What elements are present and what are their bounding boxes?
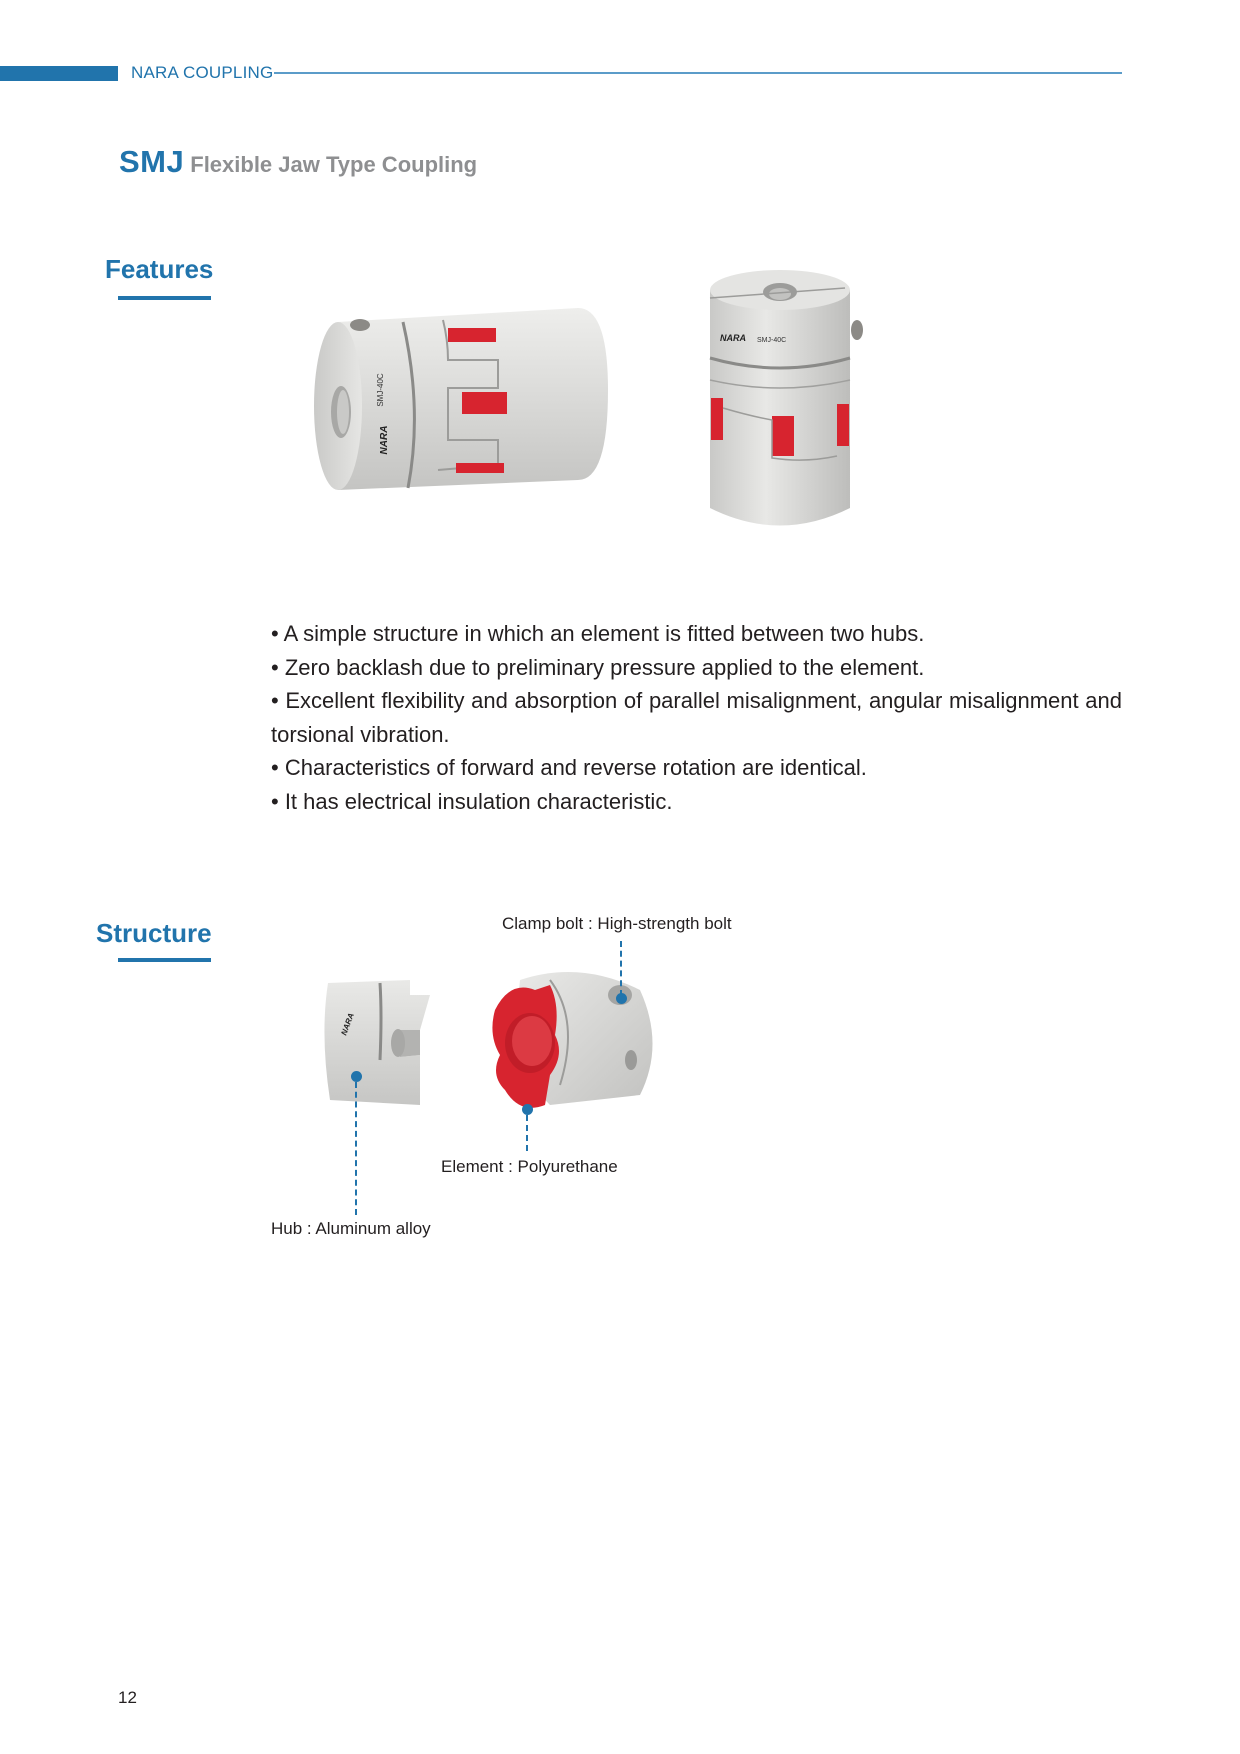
hub-brand-label: NARA	[339, 1011, 356, 1037]
callout-hub-leader	[355, 1082, 357, 1215]
structure-heading-rule	[118, 958, 211, 962]
page-title	[119, 144, 477, 186]
callout-clamp-bolt: Clamp bolt : High-strength bolt	[502, 914, 732, 933]
callout-element: Element : Polyurethane	[441, 1157, 618, 1176]
element-hub-photo	[490, 965, 660, 1115]
feature-item: • Characteristics of forward and reverse rotation are identical.	[271, 755, 867, 780]
coupling-photo-vertical	[705, 268, 875, 536]
page-number: 12	[118, 1688, 137, 1707]
callout-element-leader	[526, 1115, 528, 1151]
callout-clamp-bolt-dot	[616, 993, 627, 1004]
callout-clamp-bolt-leader	[620, 941, 622, 996]
header-brand-label: NARA COUPLING	[131, 63, 274, 82]
features-list	[271, 617, 1122, 818]
feature-item: • Zero backlash due to preliminary pressure applied to the element.	[271, 654, 925, 680]
photo-brand-label: NARA	[379, 425, 390, 455]
header-rule	[274, 72, 1122, 74]
feature-item: • A simple structure in which an element is fitted between two hubs.	[271, 621, 925, 646]
photo-model-label: SMJ-40C	[376, 373, 385, 407]
features-heading-rule	[118, 296, 211, 300]
hub-photo	[320, 975, 460, 1110]
callout-hub-dot	[351, 1071, 362, 1082]
callout-element-dot	[522, 1104, 533, 1115]
photo-brand-label-2: NARA	[720, 333, 746, 343]
product-code: SMJ	[119, 144, 185, 179]
features-heading: Features	[105, 254, 214, 284]
callout-hub: Hub : Aluminum alloy	[271, 1219, 431, 1238]
product-name: Flexible Jaw Type Coupling	[190, 152, 478, 177]
feature-item: • Excellent flexibility and absorption of parallel misalignment, angular misalignment and torsional vibration.	[271, 688, 1122, 747]
photo-model-label-2: SMJ-40C	[757, 337, 787, 344]
structure-heading: Structure	[96, 918, 212, 948]
feature-item: • It has electrical insulation characteristic.	[271, 788, 673, 814]
header-accent-bar	[0, 66, 118, 81]
coupling-photo-horizontal	[308, 300, 618, 500]
